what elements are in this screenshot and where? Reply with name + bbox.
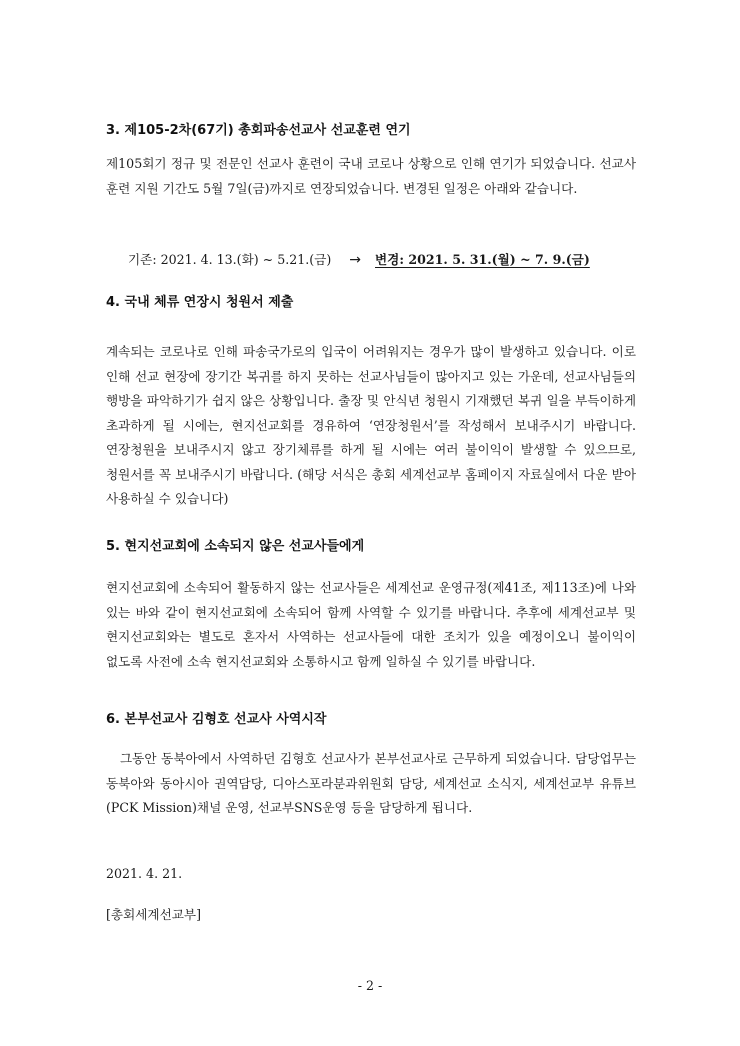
section-3-body: 제105회기 정규 및 전문인 선교사 훈련이 국내 코로나 상황으로 인해 연기가 되었습니다. 선교사 훈련 지원 기간도 5월 7일(금)까지로 연장되었습니다. 변경된 일정은 아래와 같습니다. <box>106 156 636 196</box>
section-6-body: 그동안 동북아에서 사역하던 김형호 선교사가 본부선교사로 근무하게 되었습니다. 담당업무는 동북아와 동아시아 권역담당, 디아스포라분과위원회 담당, 세계선교 소식지, 세계선교부 유튜브(PCK Mission)채널 운영, 선교부SNS운영 등을 담당하게 됩니다. <box>106 751 636 815</box>
document-date: 2021. 4. 21. <box>106 866 183 881</box>
section-6-heading: 6. 본부선교사 김형호 선교사 사역시작 <box>106 712 327 727</box>
schedule-changed: 변경: 2021. 5. 31.(월) ~ 7. 9.(금) <box>375 252 590 267</box>
training-schedule <box>128 250 648 270</box>
section-4-body: 계속되는 코로나로 인해 파송국가로의 입국이 어려워지는 경우가 많이 발생하고 있습니다. 이로 인해 선교 현장에 장기간 복귀를 하지 못하는 선교사님들이 많아지고 있는 가운데, 선교사님들의 행방을 파악하기가 쉽지 않은 상황입니다. 출장 및 안식년 청원시 기재했던 복귀 일을 부득이하게 초과하게 될 시에는, 현지선교회를 경유하여 ‘연장청원서’를 작성해서 보내주시기 바랍니다. 연장청원을 보내주시지 않고 장기체류를 하게 될 시에는 여러 불이익이 발생할 수 있으므로, 청원서를 꼭 보내주시기 바랍니다. (해당 서식은 총회 세계선교부 홈페이지 자료실에서 다운 받아 사용하실 수 있습니다) <box>106 344 636 506</box>
schedule-original: 기존: 2021. 4. 13.(화) ~ 5.21.(금) <box>128 252 332 267</box>
section-3-heading: 3. 제105-2차(67기) 총회파송선교사 선교훈련 연기 <box>106 123 411 138</box>
page-number: - 2 - <box>357 978 383 993</box>
section-5-heading: 5. 현지선교회에 소속되지 않은 선교사들에게 <box>106 539 365 554</box>
issuer-signature: [총회세계선교부] <box>106 907 201 922</box>
arrow-right-icon: → <box>349 252 362 268</box>
section-5-body: 현지선교회에 소속되어 활동하지 않는 선교사들은 세계선교 운영규정(제41조, 제113조)에 나와 있는 바와 같이 현지선교회에 소속되어 함께 사역할 수 있기를 바랍니다. 추후에 세계선교부 및 현지선교회와는 별도로 혼자서 사역하는 선교사들에 대한 조치가 있을 예정이오니 불이익이 없도록 사전에 소속 현지선교회와 소통하시고 함께 일하실 수 있기를 바랍니다. <box>106 580 636 669</box>
section-4-heading: 4. 국내 체류 연장시 청원서 제출 <box>106 295 294 310</box>
